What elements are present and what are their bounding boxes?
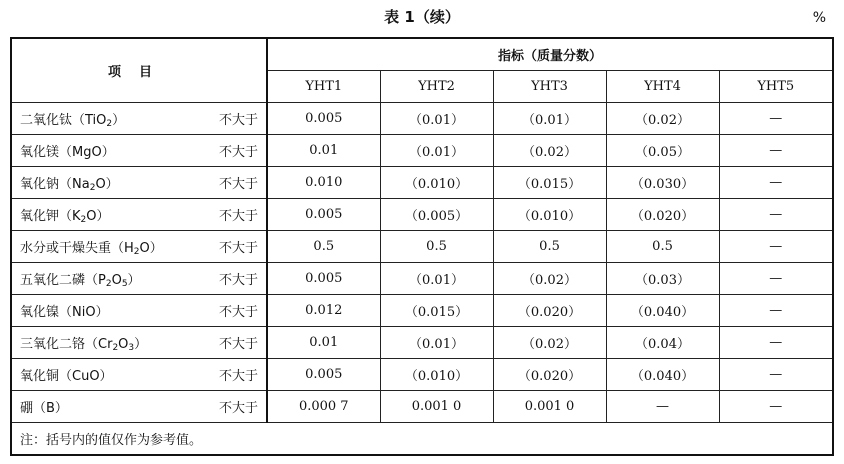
value-cell: 0.000 7: [267, 391, 380, 423]
value-cell: 0.01: [267, 327, 380, 359]
component-name-text: 水分或干燥失重（H: [20, 241, 134, 256]
value-cell: （0.02）: [493, 135, 606, 167]
value-cell: （0.01）: [493, 103, 606, 135]
value-cell: —: [719, 167, 833, 199]
component-name: [11, 295, 207, 327]
component-name-text: 二氧化钛（TiO: [20, 113, 107, 128]
value-cell: —: [719, 103, 833, 135]
component-name: [11, 231, 207, 263]
table-row: [11, 263, 833, 295]
component-name: [11, 135, 207, 167]
component-name-text: 氧化钠（Na: [20, 177, 90, 192]
value-cell: （0.020）: [606, 199, 719, 231]
value-cell: —: [719, 135, 833, 167]
component-name-text: ）: [112, 113, 126, 128]
value-cell: （0.015）: [493, 167, 606, 199]
value-cell: （0.005）: [380, 199, 493, 231]
component-name: [11, 359, 207, 391]
component-name-text: O）: [139, 241, 163, 256]
value-cell: （0.010）: [493, 199, 606, 231]
value-cell: （0.02）: [493, 327, 606, 359]
grade-header: YHT2: [380, 71, 493, 103]
grade-header: YHT5: [719, 71, 833, 103]
grade-header: YHT4: [606, 71, 719, 103]
value-cell: 0.01: [267, 135, 380, 167]
limit-condition: 不大于: [207, 103, 267, 135]
table-row: [11, 103, 833, 135]
limit-condition: 不大于: [207, 167, 267, 199]
value-cell: 0.005: [267, 199, 380, 231]
value-cell: （0.01）: [380, 135, 493, 167]
value-cell: （0.04）: [606, 327, 719, 359]
value-cell: （0.03）: [606, 263, 719, 295]
value-cell: 0.5: [493, 231, 606, 263]
formula-subscript: 3: [128, 343, 135, 353]
unit-label: %: [812, 10, 826, 26]
component-name-text: 氧化钾（K: [20, 209, 81, 224]
table-row: [11, 231, 833, 263]
component-name-text: ）: [127, 273, 141, 288]
limit-condition: 不大于: [207, 327, 267, 359]
component-name: [11, 103, 207, 135]
table-caption: 表 1（续）: [384, 8, 460, 26]
component-name-text: 氧化镁（MgO）: [20, 145, 115, 160]
index-group-header: 指标（质量分数）: [267, 38, 833, 71]
value-cell: —: [719, 359, 833, 391]
value-cell: （0.05）: [606, 135, 719, 167]
component-name-text: ）: [134, 337, 148, 352]
value-cell: （0.01）: [380, 327, 493, 359]
component-name-text: O: [118, 337, 129, 352]
value-cell: —: [719, 327, 833, 359]
limit-condition: 不大于: [207, 263, 267, 295]
value-cell: 0.005: [267, 103, 380, 135]
table-row: [11, 167, 833, 199]
value-cell: （0.02）: [606, 103, 719, 135]
limit-condition: 不大于: [207, 391, 267, 423]
value-cell: （0.040）: [606, 295, 719, 327]
value-cell: （0.010）: [380, 167, 493, 199]
grade-header: YHT1: [267, 71, 380, 103]
value-cell: 0.5: [380, 231, 493, 263]
item-column-header: 项目: [11, 38, 267, 103]
table-row: [11, 135, 833, 167]
component-name-text: 五氧化二磷（P: [20, 273, 106, 288]
value-cell: 0.001 0: [380, 391, 493, 423]
limit-condition: 不大于: [207, 359, 267, 391]
value-cell: （0.015）: [380, 295, 493, 327]
value-cell: （0.010）: [380, 359, 493, 391]
table-row: [11, 359, 833, 391]
value-cell: —: [719, 199, 833, 231]
value-cell: 0.005: [267, 263, 380, 295]
component-name: [11, 263, 207, 295]
value-cell: —: [719, 263, 833, 295]
value-cell: 0.005: [267, 359, 380, 391]
limit-condition: 不大于: [207, 199, 267, 231]
table-note: 注：括号内的值仅作为参考值。: [11, 423, 833, 456]
component-name-text: 三氧化二铬（Cr: [20, 337, 113, 352]
value-cell: 0.5: [267, 231, 380, 263]
value-cell: （0.020）: [493, 359, 606, 391]
value-cell: （0.02）: [493, 263, 606, 295]
table-row: [11, 391, 833, 423]
component-name: [11, 391, 207, 423]
table-row: [11, 199, 833, 231]
component-name-text: 氧化镍（NiO）: [20, 305, 109, 320]
limit-condition: 不大于: [207, 231, 267, 263]
table-row: [11, 295, 833, 327]
value-cell: （0.040）: [606, 359, 719, 391]
value-cell: 0.010: [267, 167, 380, 199]
value-cell: —: [719, 231, 833, 263]
component-name-text: O）: [86, 209, 110, 224]
value-cell: （0.01）: [380, 103, 493, 135]
specification-table: [10, 37, 834, 456]
formula-subscript: 2: [105, 279, 112, 289]
value-cell: —: [719, 295, 833, 327]
component-name: [11, 327, 207, 359]
component-name: [11, 199, 207, 231]
component-name-text: 氧化铜（CuO）: [20, 369, 113, 384]
component-name-text: O）: [95, 177, 119, 192]
limit-condition: 不大于: [207, 135, 267, 167]
value-cell: 0.012: [267, 295, 380, 327]
value-cell: 0.5: [606, 231, 719, 263]
value-cell: （0.030）: [606, 167, 719, 199]
formula-subscript: 2: [133, 247, 140, 257]
limit-condition: 不大于: [207, 295, 267, 327]
value-cell: （0.01）: [380, 263, 493, 295]
value-cell: —: [719, 391, 833, 423]
value-cell: —: [606, 391, 719, 423]
value-cell: （0.020）: [493, 295, 606, 327]
formula-subscript: 5: [121, 279, 128, 289]
component-name-text: O: [111, 273, 122, 288]
component-name-text: 硼（B）: [20, 401, 68, 416]
formula-subscript: 2: [89, 183, 96, 193]
formula-subscript: 2: [106, 119, 113, 129]
formula-subscript: 2: [112, 343, 119, 353]
formula-subscript: 2: [80, 215, 87, 225]
component-name: [11, 167, 207, 199]
grade-header: YHT3: [493, 71, 606, 103]
table-row: [11, 327, 833, 359]
value-cell: 0.001 0: [493, 391, 606, 423]
